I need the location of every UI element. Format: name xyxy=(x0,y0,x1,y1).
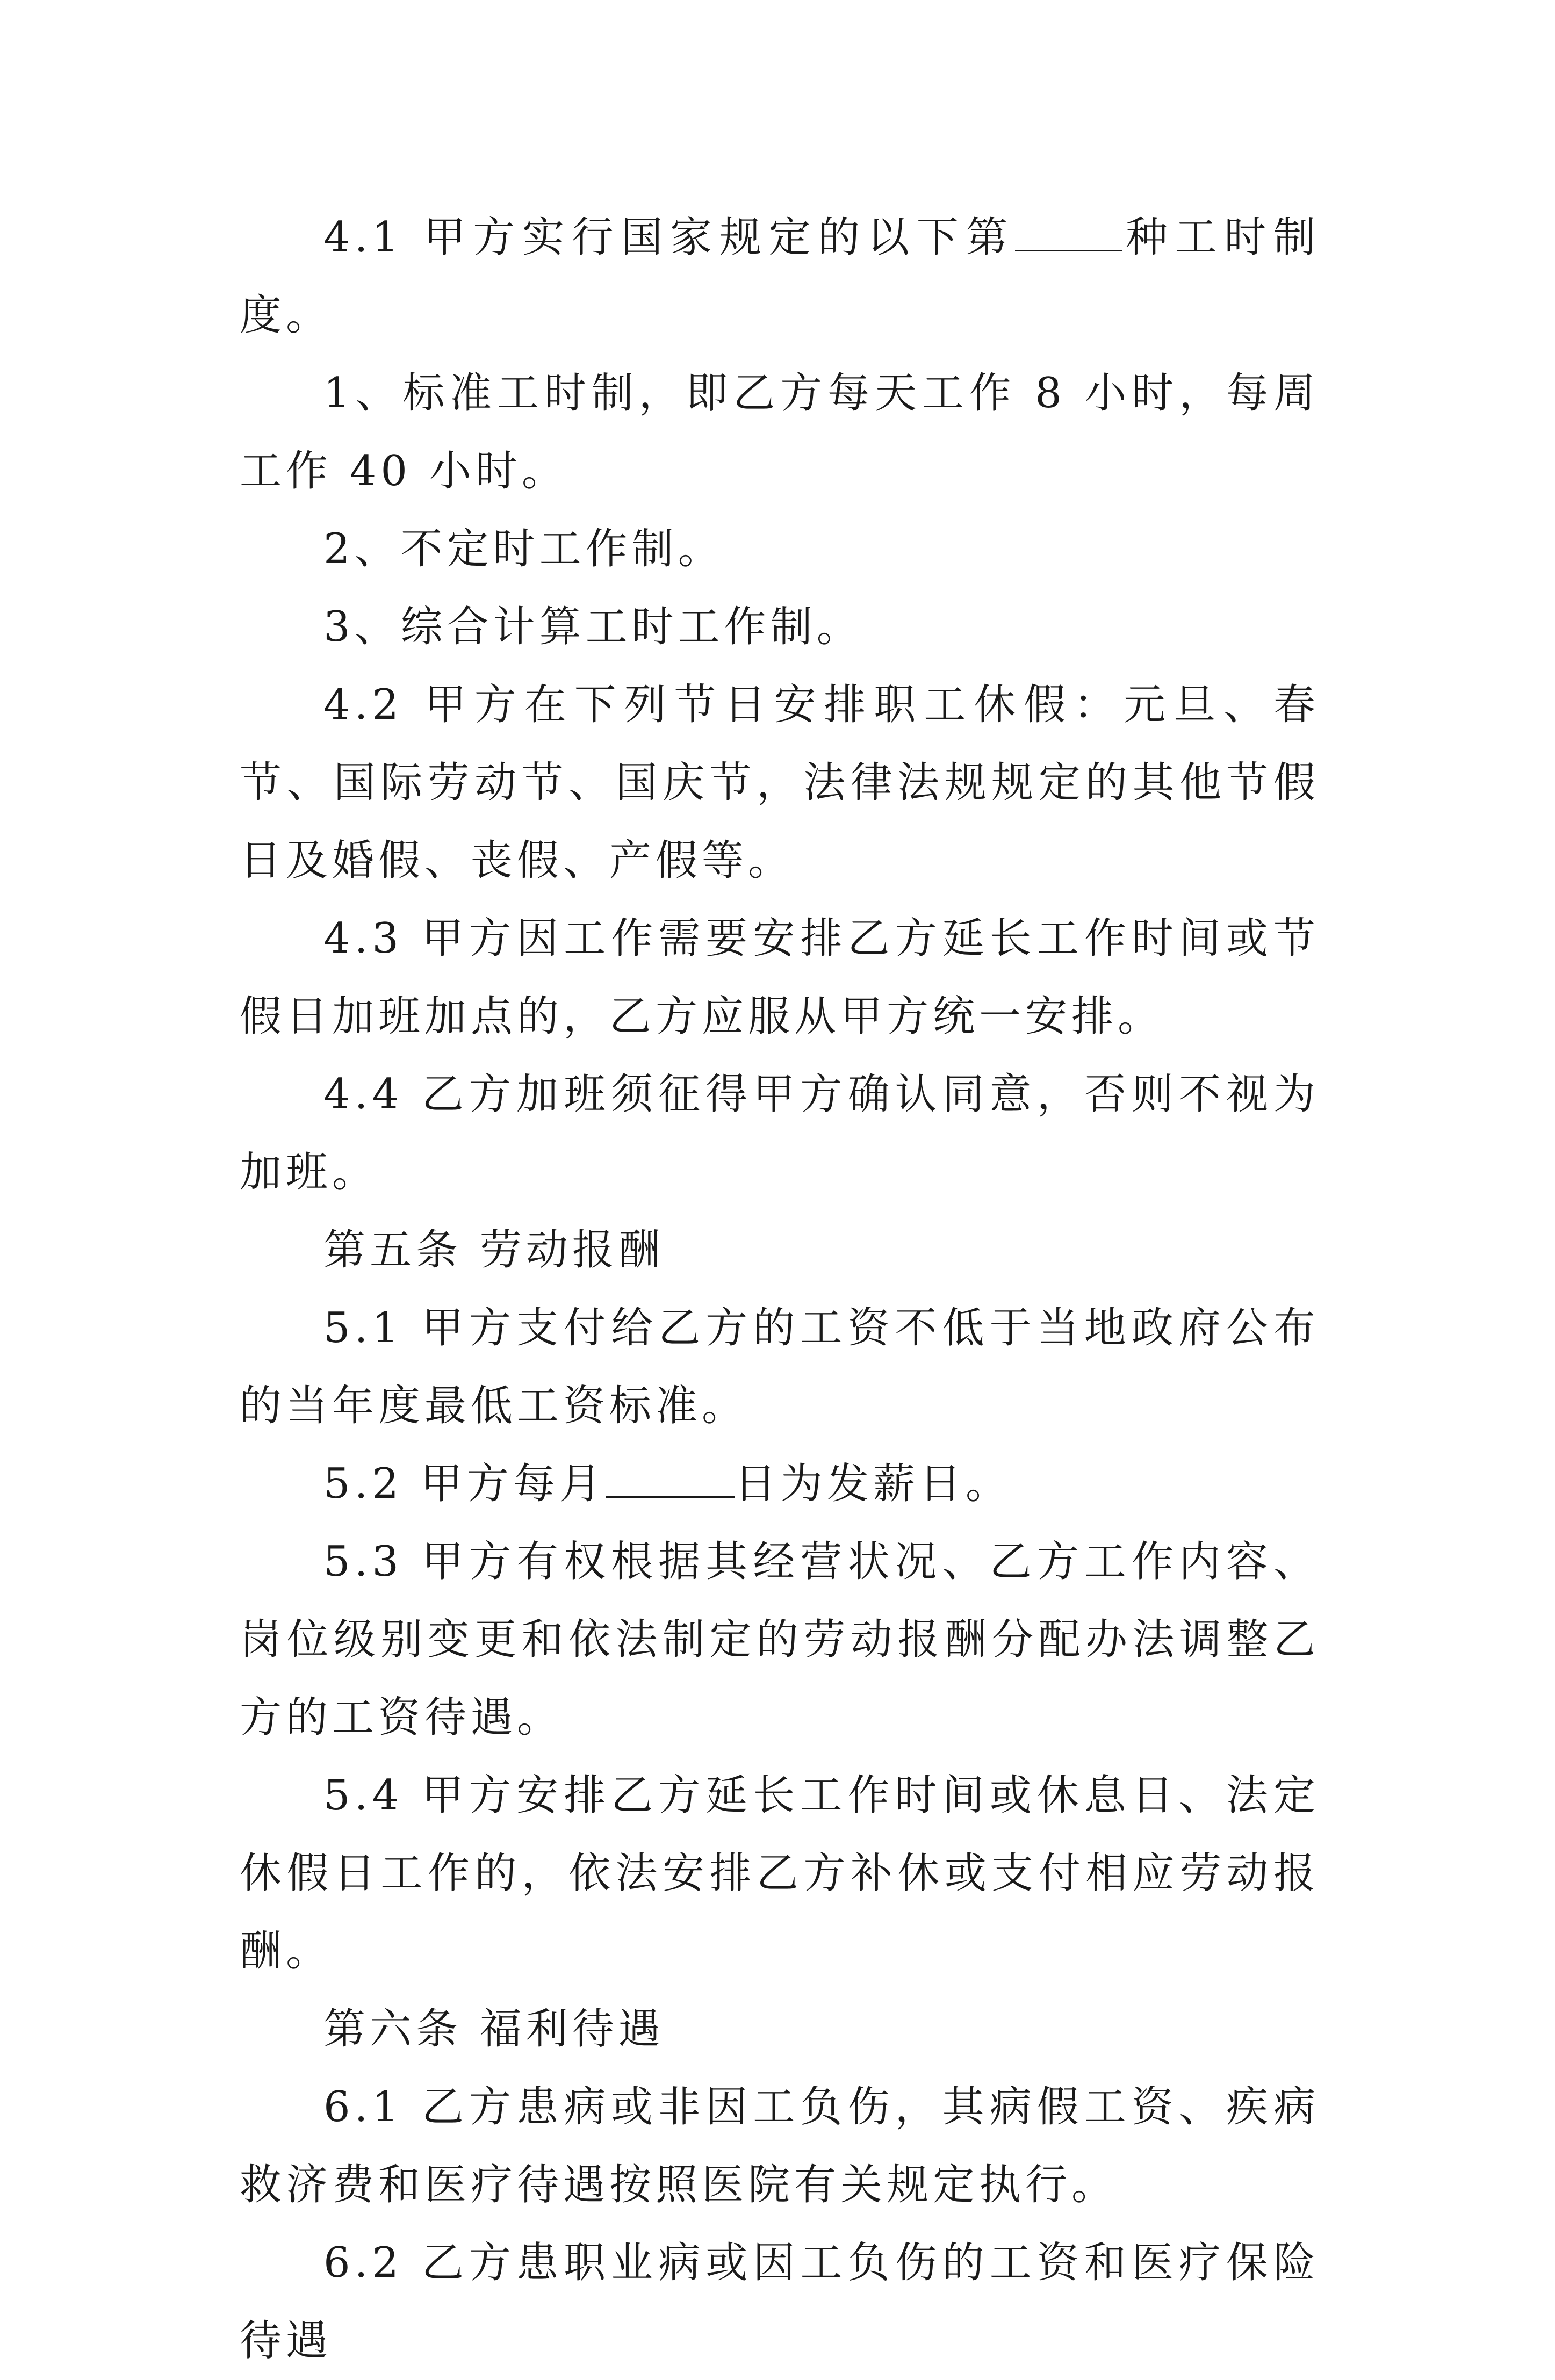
clause-4-1-item-1: 1、标准工时制，即乙方每天工作 8 小时，每周工作 40 小时。 xyxy=(240,369,1320,495)
clause-5-1: 5.1 甲方支付给乙方的工资不低于当地政府公布的当年度最低工资标准。 xyxy=(240,1304,1320,1430)
clause-5-2 xyxy=(240,1445,1320,1523)
document-body xyxy=(240,199,1320,2380)
clause-4-1-text-before: 4.1 甲方实行国家规定的以下第 xyxy=(323,213,1016,262)
article-6-heading: 第六条 福利待遇 xyxy=(323,2005,665,2053)
clause-4-1-text-after: 种工时制度。 xyxy=(240,213,1320,340)
clause-6-1: 6.1 乙方患病或非因工负伤，其病假工资、疾病救济费和医疗待遇按照医院有关规定执行。 xyxy=(240,2083,1320,2209)
clause-5-2-text-after: 日为发薪日。 xyxy=(734,1460,1012,1508)
clause-5-4: 5.4 甲方安排乙方延长工作时间或休息日、法定休假日工作的，依法安排乙方补休或支付相应劳动报酬。 xyxy=(240,1771,1320,1975)
clause-4-4: 4.4 乙方加班须征得甲方确认同意，否则不视为加班。 xyxy=(240,1070,1320,1196)
clause-4-2: 4.2 甲方在下列节日安排职工休假：元旦、春节、国际劳动节、国庆节，法律法规规定的其他节假日及婚假、丧假、产假等。 xyxy=(240,681,1320,885)
clause-4-1-item-3: 3、综合计算工时工作制。 xyxy=(323,603,863,651)
clause-5-2-text-before: 5.2 甲方每月 xyxy=(323,1460,606,1508)
clause-4-1 xyxy=(240,199,1320,355)
payday-blank xyxy=(606,1464,735,1498)
clause-6-2: 6.2 乙方患职业病或因工负伤的工资和医疗保险待遇 xyxy=(240,2239,1320,2365)
clause-4-1-item-2: 2、不定时工作制。 xyxy=(323,525,724,573)
article-5-heading: 第五条 劳动报酬 xyxy=(323,1226,665,1274)
clause-4-3: 4.3 甲方因工作需要安排乙方延长工作时间或节假日加班加点的，乙方应服从甲方统一安排。 xyxy=(240,914,1320,1041)
clause-5-3: 5.3 甲方有权根据其经营状况、乙方工作内容、岗位级别变更和依法制定的劳动报酬分配办法调整乙方的工资待遇。 xyxy=(240,1538,1320,1742)
working-hours-type-blank xyxy=(1015,218,1122,251)
